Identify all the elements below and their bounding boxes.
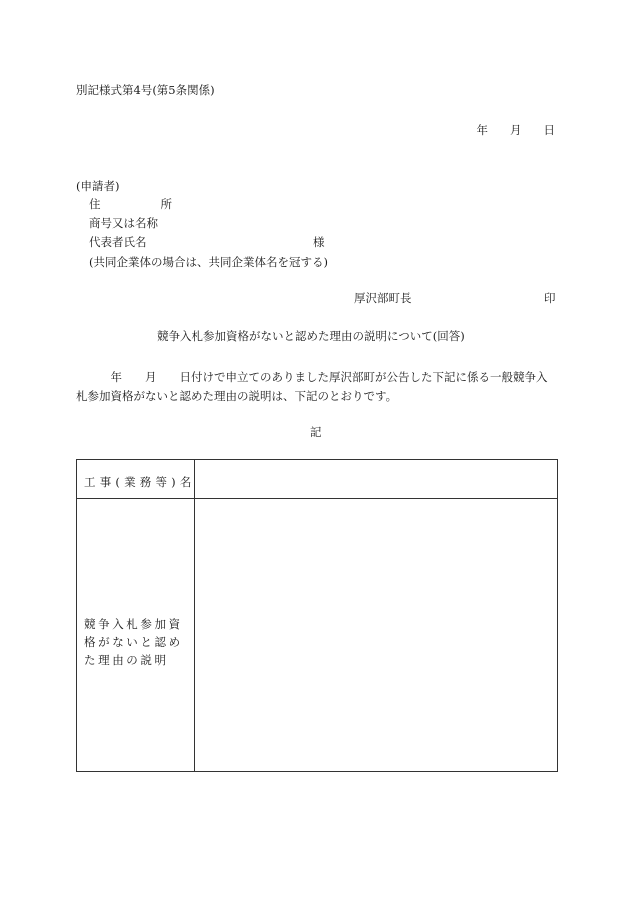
applicant-honorific: 様 [313, 235, 325, 249]
address-label-char-1: 住 [89, 197, 101, 211]
form-number: 別記様式第4号(第5条関係) [76, 83, 215, 97]
info-table [76, 459, 558, 772]
date-month: 月 [510, 123, 522, 137]
body-text: 年 月 日付けで申立てのありました厚沢部町が公告した下記に係る一般競争入札参加資格がないと認めた理由の説明は、下記のとおりです。 [76, 370, 548, 403]
applicant-rep-label: 代表者氏名 [89, 235, 147, 249]
ki-heading: 記 [310, 425, 322, 439]
document-title: 競争入札参加資格がないと認めた理由の説明について(回答) [157, 329, 465, 343]
applicant-address-label [89, 199, 172, 211]
project-name-label: 工事(業務等)名 [84, 475, 196, 489]
date-day: 日 [543, 123, 555, 137]
date-line [477, 125, 556, 137]
mayor-seal: 印 [544, 291, 556, 305]
mayor-title: 厚沢部町長 [354, 291, 412, 305]
table-row-divider [77, 498, 557, 499]
applicant-company-label: 商号又は名称 [89, 216, 158, 230]
applicant-header: (申請者) [76, 179, 120, 193]
reason-label: 競争入札参加資格がないと認めた理由の説明 [84, 617, 183, 667]
address-label-char-2: 所 [160, 197, 172, 211]
date-year: 年 [476, 123, 488, 137]
table-column-divider [194, 460, 195, 771]
applicant-jv-note: (共同企業体の場合は、共同企業体名を冠する) [89, 255, 328, 269]
